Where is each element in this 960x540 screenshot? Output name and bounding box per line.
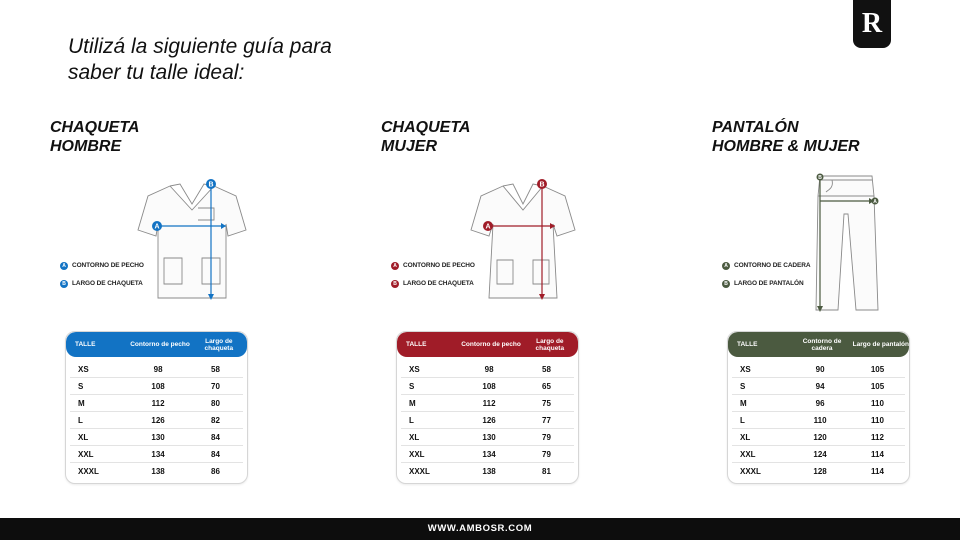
table-row: L 126 82 (70, 412, 243, 429)
header-col-1: Contorno de pecho (461, 341, 521, 348)
table-row: M 96 110 (732, 395, 905, 412)
legend-item (722, 278, 810, 289)
legend (722, 260, 810, 296)
svg-text:B: B (818, 175, 822, 181)
headline-line-2: saber tu talle ideal: (68, 61, 245, 84)
table-row: XL 120 112 (732, 429, 905, 446)
table-body (66, 357, 247, 480)
table-row: S 108 65 (401, 378, 574, 395)
table-body (728, 357, 909, 480)
header-col-1: Contorno de pecho (130, 341, 190, 348)
footer-bar (0, 518, 960, 540)
jacket-icon (463, 174, 583, 314)
legend-item (391, 278, 475, 289)
table-row: XS 90 105 (732, 361, 905, 378)
table-row: M 112 75 (401, 395, 574, 412)
svg-text:B: B (208, 181, 214, 189)
table-row: XXL 134 84 (70, 446, 243, 463)
jacket-figure (132, 174, 252, 314)
legend-item (60, 278, 144, 289)
legend-badge: A (391, 262, 399, 270)
section-title: PANTALÓN HOMBRE & MUJER (712, 119, 860, 155)
size-table (65, 331, 248, 484)
table-row: XXXL 138 86 (78, 467, 220, 476)
headline-line-1: Utilizá la siguiente guía para (68, 35, 332, 58)
legend-label: CONTORNO DE PECHO (72, 262, 144, 269)
svg-text:B: B (539, 181, 545, 189)
header-col-2: Largo de chaqueta (535, 337, 565, 352)
legend-item (391, 260, 475, 271)
headline (68, 34, 332, 86)
footer-url[interactable]: WWW.AMBOSR.COM (427, 523, 533, 534)
svg-text:A: A (154, 223, 160, 231)
header-talle: TALLE (75, 341, 96, 348)
legend-badge: B (391, 280, 399, 288)
legend-badge: B (722, 280, 730, 288)
table-body (397, 357, 578, 480)
table-row: L 110 110 (732, 412, 905, 429)
table-row: XXL 124 114 (732, 446, 905, 463)
section-title: CHAQUETA MUJER (381, 119, 471, 155)
table-header (66, 332, 247, 357)
table-row: XL 130 84 (70, 429, 243, 446)
legend-label: LARGO DE CHAQUETA (72, 280, 143, 287)
header-talle: TALLE (406, 341, 427, 348)
section-chaqueta-hombre (50, 118, 350, 488)
jacket-icon (132, 174, 252, 314)
table-row: L 126 77 (401, 412, 574, 429)
header-col-2: Largo de chaqueta (204, 337, 234, 352)
svg-text:A: A (873, 199, 877, 205)
legend-item (60, 260, 144, 271)
table-row: XXXL 138 81 (409, 467, 551, 476)
size-table (727, 331, 910, 484)
table-row: XL 130 79 (401, 429, 574, 446)
table-row: XS 98 58 (70, 361, 243, 378)
legend-badge: A (722, 262, 730, 270)
section-pantalon (712, 118, 960, 488)
table-row: S 94 105 (732, 378, 905, 395)
jacket-figure (463, 174, 583, 314)
legend-label: CONTORNO DE CADERA (734, 262, 811, 269)
section-chaqueta-mujer (381, 118, 681, 488)
legend-label: LARGO DE CHAQUETA (403, 280, 474, 287)
legend (391, 260, 475, 296)
header-col-2: Largo de pantalón (852, 341, 909, 348)
table-row: M 112 80 (70, 395, 243, 412)
legend-badge: A (60, 262, 68, 270)
legend-label: CONTORNO DE PECHO (403, 262, 475, 269)
table-header (397, 332, 578, 357)
table-header (728, 332, 909, 357)
header-col-1: Contorno de cadera (802, 337, 842, 352)
legend-item (722, 260, 810, 271)
legend-label: LARGO DE PANTALÓN (734, 280, 804, 287)
svg-text:A: A (485, 223, 491, 231)
table-row: XXXL 128 114 (740, 467, 884, 476)
legend (60, 260, 144, 296)
table-row: XXL 134 79 (401, 446, 574, 463)
brand-logo: R (853, 0, 891, 48)
table-row: S 108 70 (70, 378, 243, 395)
size-table (396, 331, 579, 484)
legend-badge: B (60, 280, 68, 288)
header-talle: TALLE (737, 341, 758, 348)
section-title: CHAQUETA HOMBRE (50, 119, 140, 155)
table-row: XS 98 58 (401, 361, 574, 378)
